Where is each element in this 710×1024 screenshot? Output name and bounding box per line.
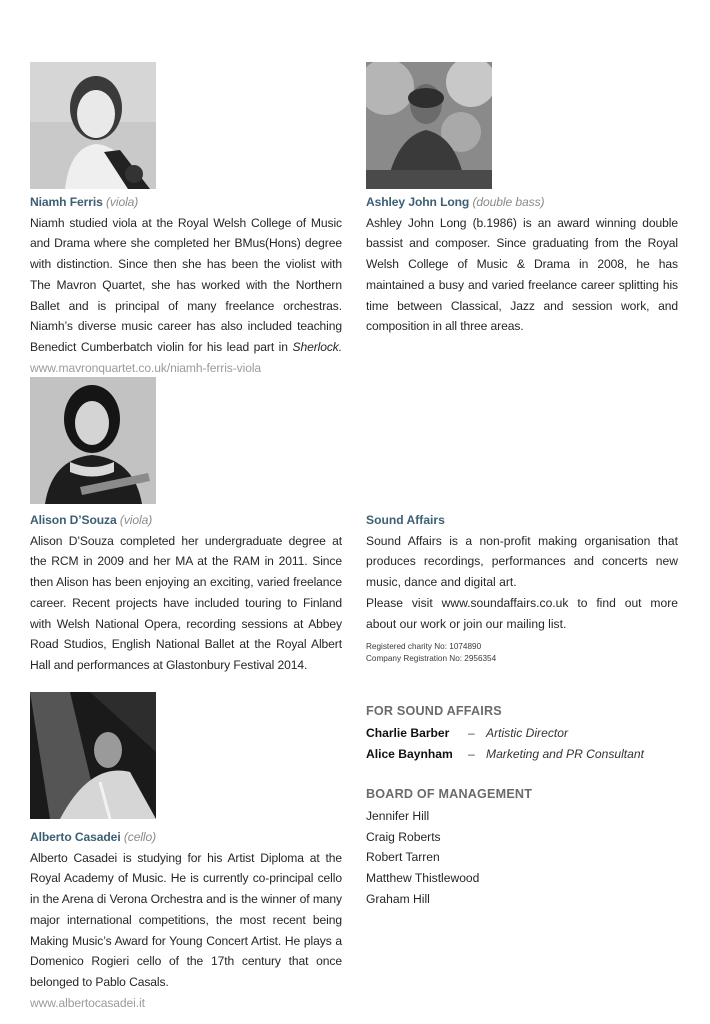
- staff-row: [366, 723, 644, 744]
- musician-name: Alison D’Souza: [30, 513, 117, 527]
- staff-role: Artistic Director: [486, 726, 568, 740]
- ashley-john-long-photo: [366, 62, 492, 189]
- alberto-casadei-link[interactable]: www.albertocasadei.it: [30, 995, 145, 1010]
- sound-affairs-title: Sound Affairs: [366, 513, 445, 527]
- sound-affairs-visit: Please visit www.soundaffairs.co.uk to find out more about our work or join our mailing list.: [366, 595, 678, 631]
- alison-dsouza-bio: [30, 510, 342, 676]
- musician-instrument: (cello): [123, 830, 157, 844]
- staff-name: Charlie Barber: [366, 726, 450, 740]
- company-registration: Company Registration No: 2956354: [366, 654, 497, 664]
- board-member: Jennifer Hill: [366, 809, 430, 823]
- for-sound-affairs-heading: FOR SOUND AFFAIRS: [366, 704, 502, 718]
- sound-affairs-description: Sound Affairs is a non-profit making organisation that produces recordings, performances and concerts new music, dance and digital art.: [366, 533, 678, 590]
- staff-dash: –: [468, 747, 475, 761]
- niamh-ferris-photo: [30, 62, 156, 189]
- ashley-john-long-heading: [366, 192, 678, 213]
- ashley-john-long-bio: [366, 192, 678, 337]
- staff-list: [366, 723, 644, 765]
- board-member: Craig Roberts: [366, 829, 441, 844]
- musician-bio-text: Alison D’Souza completed her undergraduate degree at the RCM in 2009 and her MA at the RAM in 2011. Since then Alison has been enjoying an exciting, varied freelance career. Recent projects have included touring to Finland with Welsh National Opera, recording sessions at Abbey Road Studios, English National Ballet at the Royal Albert Hall and performances at Glastonbury Festival 2014.: [30, 533, 342, 672]
- board-member: Matthew Thistlewood: [366, 871, 480, 886]
- charity-number: Registered charity No: 1074890: [366, 642, 482, 652]
- board-member: Robert Tarren: [366, 850, 440, 865]
- musician-instrument: (viola): [119, 513, 153, 527]
- musician-name: Ashley John Long: [366, 195, 470, 209]
- board-members: [366, 806, 479, 910]
- alberto-casadei-heading: [30, 827, 342, 848]
- niamh-ferris-link[interactable]: www.mavronquartet.co.uk/niamh-ferris-viola: [30, 360, 262, 375]
- staff-name: Alice Baynham: [366, 747, 453, 761]
- staff-role: Marketing and PR Consultant: [486, 747, 644, 761]
- alison-dsouza-photo: [30, 377, 156, 504]
- sherlock-title: Sherlock.: [292, 339, 342, 354]
- sound-affairs-info: [366, 510, 678, 665]
- alberto-casadei-photo: [30, 692, 156, 819]
- niamh-ferris-heading: [30, 192, 342, 213]
- musician-instrument: (viola): [106, 195, 139, 209]
- niamh-ferris-bio: [30, 192, 342, 378]
- musician-name: Alberto Casadei: [30, 830, 121, 844]
- musician-instrument: (double bass): [472, 195, 545, 209]
- musician-bio-text: Alberto Casadei is studying for his Artist Diploma at the Royal Academy of Music. He is currently co-principal cello in the Arena di Verona Orchestra and is the winner of many major international competitions, the most recent being Making Music’s Award for Young Concert Artist. He plays a Domenico Rogieri cello of the 17th century that once belonged to Pablo Casals.: [30, 850, 342, 989]
- musician-bio-text: Ashley John Long (b.1986) is an award winning double bassist and composer. Since graduating from the Royal Welsh College of Music & Drama in 2008, he has maintained a busy and varied freelance career splitting his time between Classical, Jazz and session work, and composition in all three areas.: [366, 215, 678, 334]
- bio-body: Niamh studied viola at the Royal Welsh College of Music and Drama where she completed her BMus(Hons) degree with distinction. Since then she has been the violist with The Mavron Quartet, she has worked with the Northern Ballet and is principal of many freelance orchestras. Niamh’s diverse music career has also included teaching Benedict Cumberbatch violin for his lead part in: [30, 215, 342, 354]
- musician-name: Niamh Ferris: [30, 195, 103, 209]
- board-member: Graham Hill: [366, 891, 430, 906]
- alberto-casadei-bio: [30, 827, 342, 1013]
- staff-dash: –: [468, 726, 475, 740]
- staff-row: [366, 744, 644, 765]
- musician-bio-text: [30, 213, 342, 379]
- alison-dsouza-heading: [30, 510, 342, 531]
- board-heading: BOARD OF MANAGEMENT: [366, 787, 533, 801]
